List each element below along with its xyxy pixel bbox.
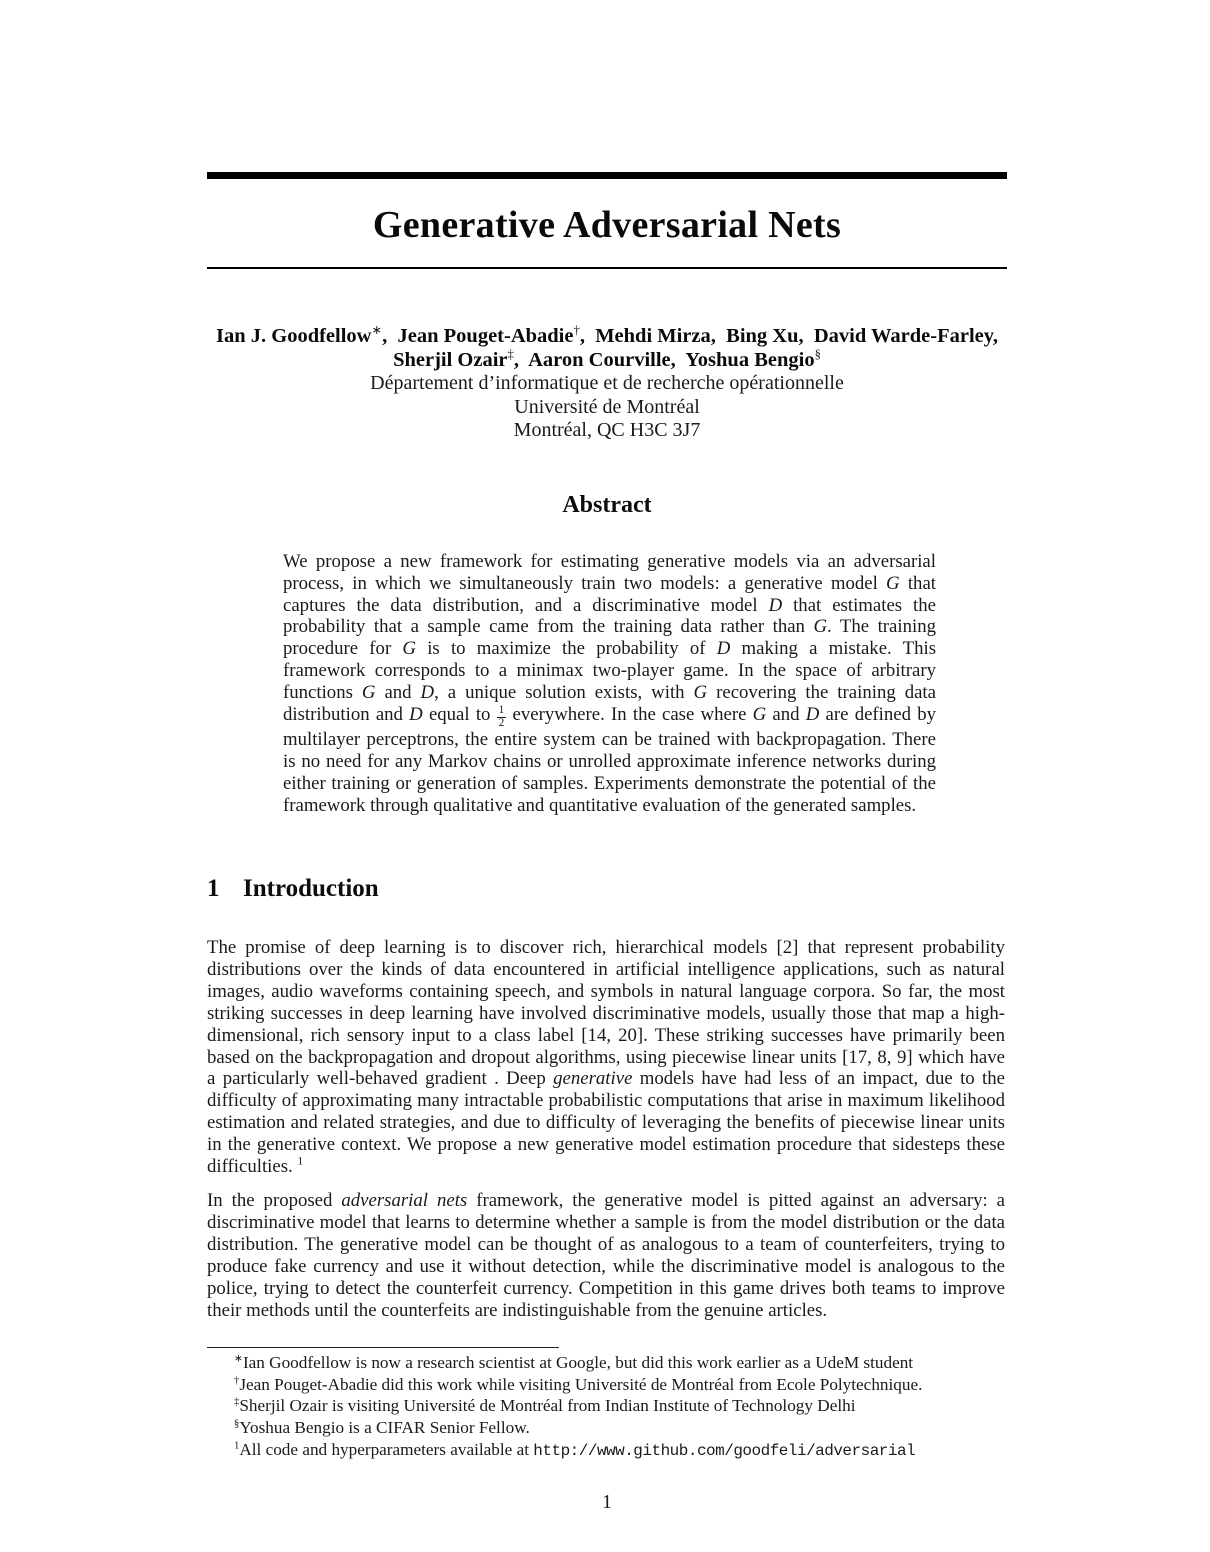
footnote-text: All code and hyperparameters available at http://www.github.com/goodfeli/adversarial xyxy=(239,1439,916,1460)
footnote-block xyxy=(207,1352,1005,1463)
footnote-code-url[interactable] xyxy=(207,1439,1005,1463)
footnote-text: Sherjil Ozair is visiting Université de Montréal from Indian Institute of Technology Delhi xyxy=(239,1396,856,1416)
footnote-bengio xyxy=(207,1417,1005,1439)
footnote-pouget-abadie xyxy=(207,1374,1005,1396)
author-line-1: Ian J. Goodfellow∗, Jean Pouget-Abadie†, Mehdi Mirza, Bing Xu, David Warde-Farley, xyxy=(216,323,998,347)
footnote-text: Yoshua Bengio is a CIFAR Senior Fellow. xyxy=(239,1418,530,1438)
page-number: 1 xyxy=(602,1491,612,1513)
intro-paragraph-2: In the proposed adversarial nets framework, the generative model is pitted against an adversary: a discriminative model that learns to determine whether a sample is from the model distribution or the data distribution. The generative model can be thought of as analogous to a team of counterfeiters, trying to produce fake currency and use it without detection, while the discriminative model is analogous to the police, trying to detect the counterfeit currency. Competition in this game drives both teams to improve their methods until the counterfeits are indistinguishable from the genuine articles. xyxy=(207,1190,1006,1321)
affiliation-address: Montréal, QC H3C 3J7 xyxy=(513,419,701,441)
author-line-2: Sherjil Ozair‡, Aaron Courville, Yoshua Bengio§ xyxy=(393,346,821,371)
footnote-text: Ian Goodfellow is now a research scientist at Google, but did this work earlier as a UdeM student xyxy=(242,1353,914,1372)
footnote-marker: § xyxy=(234,1418,240,1430)
intro-paragraph-1: The promise of deep learning is to discover rich, hierarchical models [2] that represent probability distributions over the kinds of data encountered in artificial intelligence applications, such as natural images, audio waveforms containing speech, and symbols in natural language corpora. So far, the most striking successes in deep learning have involved discriminative models, usually those that map a high-dimensional, rich sensory input to a class label [14, 20]. These striking successes have primarily been based on the backpropagation and dropout algorithms, using piecewise linear units [17, 8, 9] which have a particularly well-behaved gradient . Deep generative models have had less of an impact, due to the difficulty of approximating many intractable probabilistic computations that arise in maximum likelihood estimation and related strategies, and due to difficulty of leveraging the benefits of piecewise linear units in the generative context. We propose a new generative model estimation procedure that sidesteps these difficulties. $^1$ xyxy=(207,937,1005,1178)
header-rule-thick xyxy=(207,172,1007,179)
footnote-ozair xyxy=(207,1395,1005,1417)
paper-title: Generative Adversarial Nets xyxy=(372,204,842,246)
section-title: Introduction xyxy=(243,875,379,902)
affiliation-department: Département d’informatique et de recherche opérationnelle xyxy=(370,372,844,394)
abstract-heading: Abstract xyxy=(562,492,652,518)
footnote-text: Jean Pouget-Abadie did this work while visiting Université de Montréal from Ecole Polytechnique. xyxy=(239,1374,923,1394)
footnote-marker: 1 xyxy=(234,1440,240,1452)
header-rule-thin xyxy=(207,267,1007,269)
footnote-marker: † xyxy=(234,1374,240,1386)
footnote-goodfellow xyxy=(207,1352,1005,1374)
footnote-rule xyxy=(207,1347,559,1348)
section-number: 1 xyxy=(207,875,220,902)
author-block xyxy=(207,325,1007,443)
footnote-marker: ∗ xyxy=(234,1353,243,1365)
paper-page xyxy=(207,0,1007,1552)
affiliation-university: Université de Montréal xyxy=(514,395,700,418)
footnote-marker: ‡ xyxy=(234,1396,240,1408)
abstract-text: We propose a new framework for estimating generative models via an adversarial process, in which we simultaneously train two models: a generative model G that captures the data distribution, and a discriminative model D that estimates the probability that a sample came from the training data rather than G. The training procedure for G is to maximize the probability of D making a mistake. This framework corresponds to a minimax two-player game. In the space of arbitrary functions G and D, a unique solution exists, with G recovering the training data distribution and D equal to $\frac{1}{2}$ everywhere. In the case where G and D are defined by multilayer perceptrons, the entire system can be trained with backpropagation. There is no need for any Markov chains or unrolled approximate inference networks during either training or generation of samples. Experiments demonstrate the potential of the framework through qualitative and quantitative evaluation of the generated samples. xyxy=(283,551,936,816)
section-heading-introduction xyxy=(207,875,379,903)
